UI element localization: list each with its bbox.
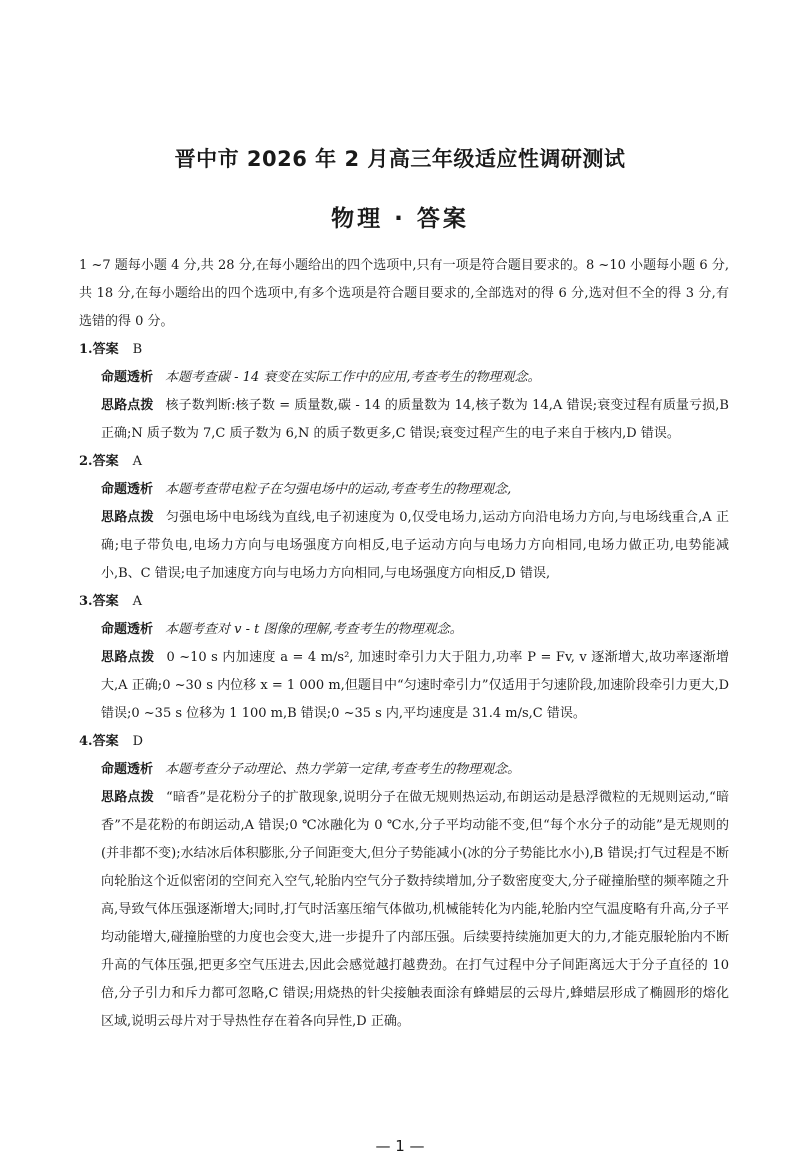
hint-paragraph [79,392,729,448]
analysis-label: 命题透析 [101,762,154,777]
analysis-text: 本题考查碳 - 14 衰变在实际工作中的应用,考查考生的物理观念。 [165,370,541,385]
page-title: 晋中市 2026 年 2 月高三年级适应性调研测试 [174,147,626,171]
hint-paragraph [79,784,729,1036]
hint-label: 思路点拨 [101,650,155,665]
answer-choice: A [132,454,142,469]
page-subtitle: 物理 · 答案 [331,206,469,232]
question-block [79,448,729,588]
hint-paragraph [79,504,729,588]
answer-choice: A [132,594,142,609]
analysis-label: 命题透析 [101,370,154,385]
answer-label: 答案 [92,594,119,609]
question-number: 4. [79,734,93,749]
analysis-label: 命题透析 [101,482,154,497]
question-number: 1. [79,342,93,357]
analysis-line [79,476,729,504]
hint-label: 思路点拨 [101,790,154,805]
question-answer-line [79,336,729,364]
analysis-label: 命题透析 [101,622,154,637]
question-answer-line [79,448,729,476]
question-block [79,728,729,1036]
answer-label: 答案 [92,342,119,357]
hint-text: 0 ~10 s 内加速度 a = 4 m/s², 加速时牵引力大于阻力,功率 P = Fv, v 逐渐增大,故功率逐渐增大,A 正确;0 ~30 s 内位移 x = 1 000 m,但题目中“匀速时牵引力”仅适用于匀速阶段,加速阶段牵引力更大,D 错误;0 ~35 s 位移为 1 100 m,B 错误;0 ~35 s 内,平均速度是 31.4 m/s,C 错误。 [101,650,729,721]
analysis-line [79,616,729,644]
answer-list [79,336,729,1036]
answer-choice: B [132,342,143,357]
analysis-text: 本题考查分子动理论、热力学第一定律,考查考生的物理观念。 [165,762,521,777]
hint-text: “暗香”是花粉分子的扩散现象,说明分子在做无规则热运动,布朗运动是悬浮微粒的无规则运动,“暗香”不是花粉的布朗运动,A 错误;0 ℃冰融化为 0 ℃水,分子平均动能不变,但“每个水分子的动能”是无规则的(并非都不变);水结冰后体积膨胀,分子间距变大,但分子势能减小(冰的分子势能比水小),B 错误;打气过程是不断向轮胎这个近似密闭的空间充入空气,轮胎内空气分子数持续增加,分子数密度变大,分子碰撞胎壁的频率随之升高,导致气体压强逐渐增大;同时,打气时活塞压缩气体做功,机械能转化为内能,轮胎内空气温度略有升高,分子平均动能增大,碰撞胎壁的力度也会变大,进一步提升了内部压强。后续要持续施加更大的力,才能克服轮胎内不断升高的气体压强,把更多空气压进去,因此会感觉越打越费劲。在打气过程中分子间距离远大于分子直径的 10 倍,分子引力和斥力都可忽略,C 错误;用烧热的针尖接触表面涂有蜂蜡层的云母片,蜂蜡层形成了椭圆形的熔化区域,说明云母片对于导热性存在着各向异性,D 正确。 [101,790,729,1029]
question-block [79,588,729,728]
analysis-text: 本题考查对 v - t 图像的理解,考查考生的物理观念。 [165,622,463,637]
question-answer-line [79,728,729,756]
answer-label: 答案 [92,454,119,469]
hint-label: 思路点拨 [101,398,154,413]
hint-paragraph [79,644,729,728]
analysis-text: 本题考查带电粒子在匀强电场中的运动,考查考生的物理观念, [165,482,512,497]
hint-text: 核子数判断:核子数 = 质量数,碳 - 14 的质量数为 14,核子数为 14,A 错误;衰变过程有质量亏损,B 正确;N 质子数为 7,C 质子数为 6,N 的质子数更多,C 错误;衰变过程产生的电子来自于核内,D 错误。 [101,398,729,441]
question-answer-line [79,588,729,616]
hint-label: 思路点拨 [101,510,154,525]
question-number: 3. [79,594,93,609]
answer-label: 答案 [92,734,119,749]
hint-text: 匀强电场中电场线为直线,电子初速度为 0,仅受电场力,运动方向沿电场力方向,与电场线重合,A 正确;电子带负电,电场力方向与电场强度方向相反,电子运动方向与电场力方向相同,电场力做正功,电势能减小,B、C 错误;电子加速度方向与电场力方向相同,与电场强度方向相反,D 错误, [101,510,729,581]
scoring-instructions: 1 ~7 题每小题 4 分,共 28 分,在每小题给出的四个选项中,只有一项是符合题目要求的。8 ~10 小题每小题 6 分,共 18 分,在每小题给出的四个选项中,有多个选项是符合题目要求的,全部选对的得 6 分,选对但不全的得 3 分,有选错的得 0 分。 [79,258,729,329]
answer-choice: D [132,734,144,749]
question-block [79,336,729,448]
page-number: — 1 — [375,1137,425,1155]
question-number: 2. [79,454,93,469]
analysis-line [79,364,729,392]
analysis-line [79,756,729,784]
